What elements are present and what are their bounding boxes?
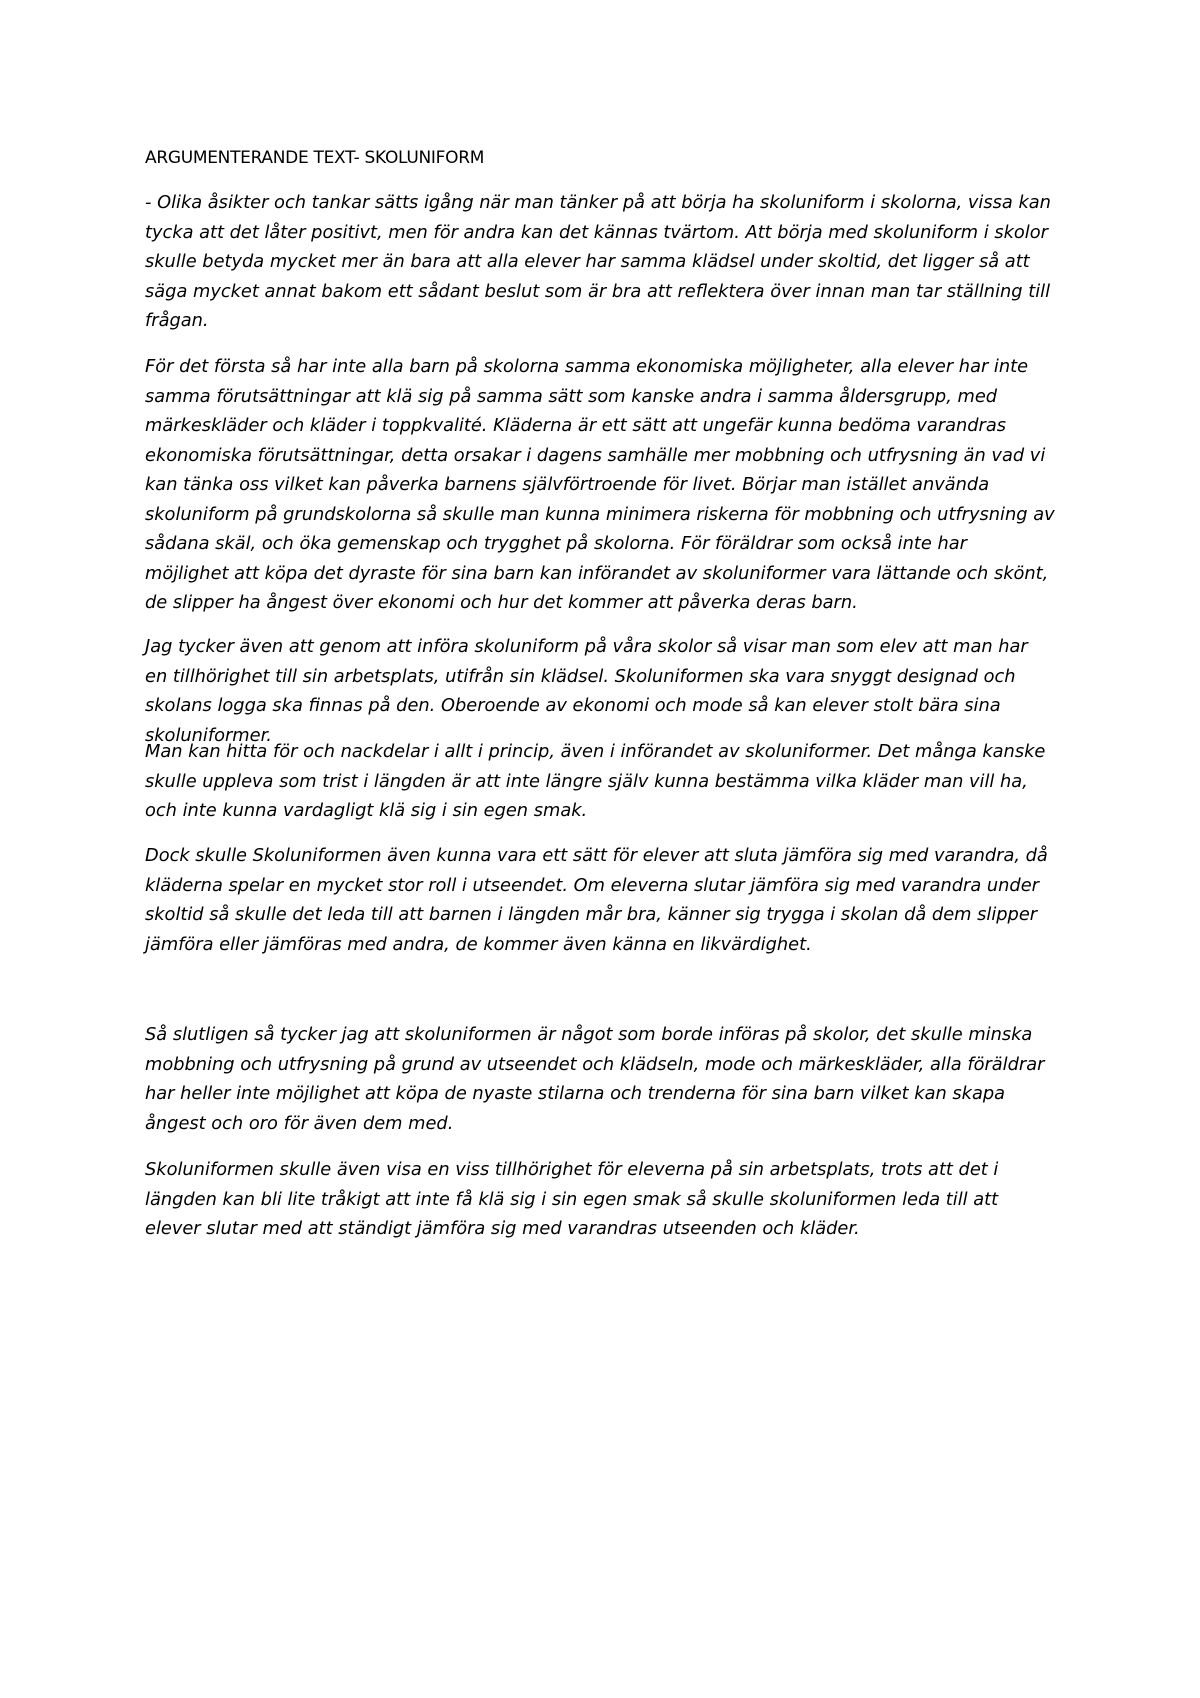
rebuttal-paragraph: Dock skulle Skoluniformen även kunna vara ett sätt för elever att sluta jämföra sig med varandra, då kläderna spelar en mycket stor roll i utseendet. Om eleverna slutar jämföra sig med varandra under skoltid så skulle det leda till att barnen i längden mår bra, känner sig trygga i skolan då dem slipper jämföra eller jämföras med andra, de kommer även känna en likvärdighet. — [145, 845, 1048, 955]
belonging-argument-paragraph: Jag tycker även att genom att införa skoluniform på våra skolor så visar man som elev att man har en tillhörighet till sin arbetsplats, utifrån sin klädsel. Skoluniformen ska vara snyggt designad och skolans logga ska finnas på den. Oberoende av ekonomi och mode så kan elever stolt bära sina skoluniformer. — [145, 636, 1028, 746]
counterargument-paragraph: Man kan hitta för och nackdelar i allt i princip, även i införandet av skoluniformer. Det många kanske skulle uppleva som trist i längden är att inte längre själv kunna bestämma vilka kläder man vill ha, och inte kunna vardagligt klä sig i sin egen smak. — [145, 741, 1046, 821]
intro-paragraph: - Olika åsikter och tankar sätts igång när man tänker på att börja ha skoluniform i skolorna, vissa kan tycka att det låter positivt, men för andra kan det kännas tvärtom. Att börja med skoluniform i skolor skulle betyda mycket mer än bara att alla elever har samma klädsel under skoltid, det ligger så att säga mycket annat bakom ett sådant beslut som är bra att reflektera över innan man tar ställning till frågan. — [145, 192, 1051, 331]
economy-argument-paragraph: För det första så har inte alla barn på skolorna samma ekonomiska möjligheter, alla elever har inte samma förutsättningar att klä sig på samma sätt som kanske andra i samma åldersgrupp, med märkeskläder och kläder i toppkvalité. Kläderna är ett sätt att ungefär kunna bedöma varandras ekonomiska förutsättningar, detta orsakar i dagens samhälle mer mobbning och utfrysning än vad vi kan tänka oss vilket kan påverka barnens självförtroende för livet. Börjar man istället använda skoluniform på grundskolorna så skulle man kunna minimera riskerna för mobbning och utfrysning av sådana skäl, och öka gemenskap och trygghet på skolorna. För föräldrar som också inte har möjlighet att köpa det dyraste för sina barn kan införandet av skoluniformer vara lättande och skönt, de slipper ha ångest över ekonomi och hur det kommer att påverka deras barn. — [145, 356, 1055, 613]
document-title: ARGUMENTERANDE TEXT- SKOLUNIFORM — [145, 148, 485, 168]
conclusion-paragraph: Så slutligen så tycker jag att skoluniformen är något som borde införas på skolor, det skulle minska mobbning och utfrysning på grund av utseendet och klädseln, mode och märkeskläder, alla föräldrar har heller inte möjlighet att köpa de nyaste stilarna och trenderna för sina barn vilket kan skapa ångest och oro för även dem med. — [145, 1024, 1045, 1134]
closing-paragraph: Skoluniformen skulle även visa en viss tillhörighet för eleverna på sin arbetsplats, trots att det i längden kan bli lite tråkigt att inte få klä sig i sin egen smak så skulle skoluniformen leda till att elever slutar med att ständigt jämföra sig med varandras utseenden och kläder. — [145, 1159, 999, 1239]
